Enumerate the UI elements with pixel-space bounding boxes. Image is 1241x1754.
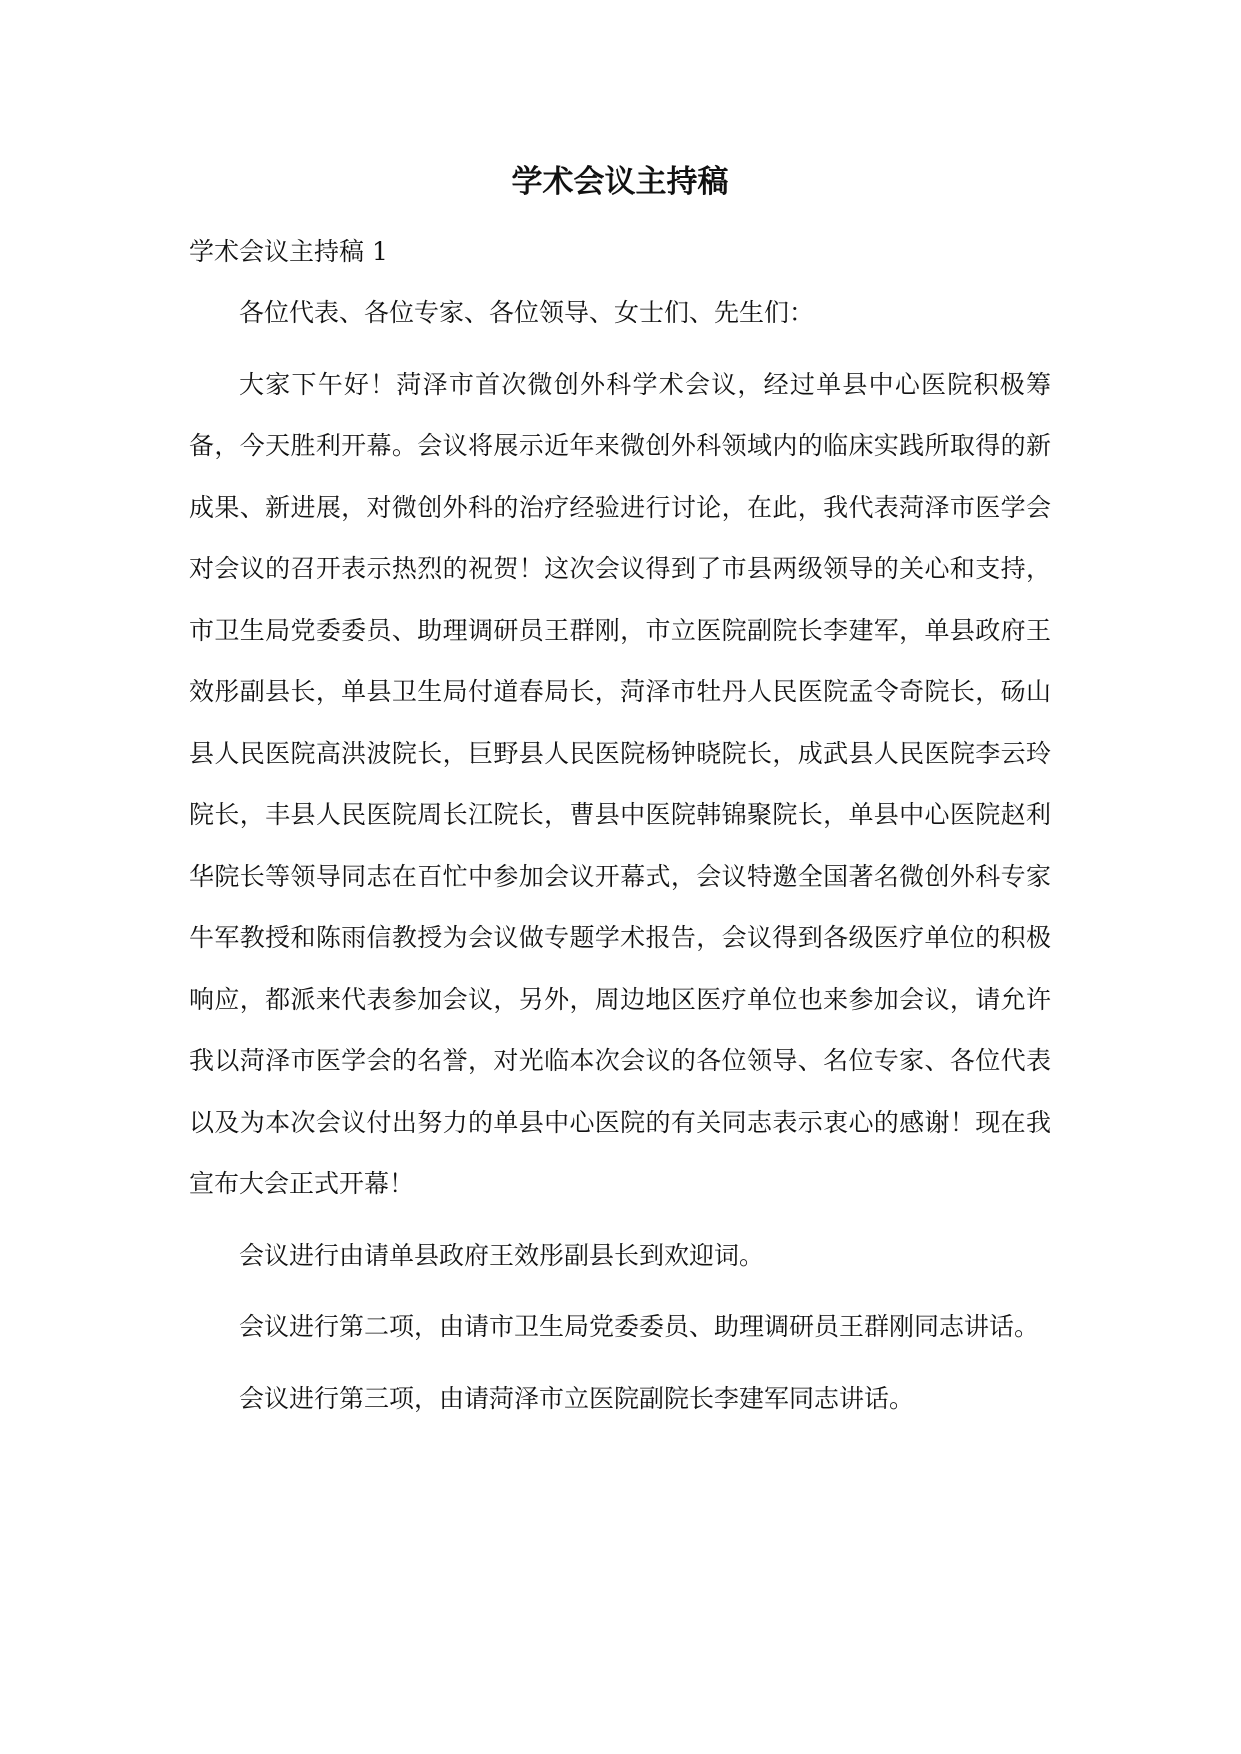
paragraph-agenda-item-1: 会议进行由请单县政府王效彤副县长到欢迎词。: [239, 1240, 765, 1270]
paragraph-agenda-item-2: 会议进行第二项，由请市卫生局党委委员、助理调研员王群刚同志讲话。: [239, 1312, 1040, 1341]
paragraph-salutation: 各位代表、各位专家、各位领导、女士们、先生们：: [239, 298, 815, 327]
document-title: 学术会议主持稿: [511, 164, 729, 200]
section-heading: 学术会议主持稿 1: [189, 237, 388, 266]
document-body: [189, 160, 1051, 1429]
paragraph-opening-speech: 大家下午好！菏泽市首次微创外科学术会议，经过单县中心医院积极筹备，今天胜利开幕。会议将展示近年来微创外科领域内的临床实践所取得的新成果、新进展，对微创外科的治疗经验进行讨论，在此，我代表菏泽市医学会对会议的召开表示热烈的祝贺！这次会议得到了市县两级领导的关心和支持，市卫生局党委委员、助理调研员王群刚，市立医院副院长李建军，单县政府王效彤副县长，单县卫生局付道春局长，菏泽市牡丹人民医院孟令奇院长，砀山县人民医院高洪波院长，巨野县人民医院杨钟晓院长，成武县人民医院李云玲院长，丰县人民医院周长江院长，曹县中医院韩锦聚院长，单县中心医院赵利华院长等领导同志在百忙中参加会议开幕式，会议特邀全国著名微创外科专家牛军教授和陈雨信教授为会议做专题学术报告，会议得到各级医疗单位的积极响应，都派来代表参加会议，另外，周边地区医疗单位也来参加会议，请允许我以菏泽市医学会的名誉，对光临本次会议的各位领导、名位专家、各位代表以及为本次会议付出努力的单县中心医院的有关同志表示衷心的感谢！现在我宣布大会正式开幕！: [189, 369, 1051, 1198]
paragraph-agenda-item-3: 会议进行第三项，由请菏泽市立医院副院长李建军同志讲话。: [239, 1383, 915, 1413]
